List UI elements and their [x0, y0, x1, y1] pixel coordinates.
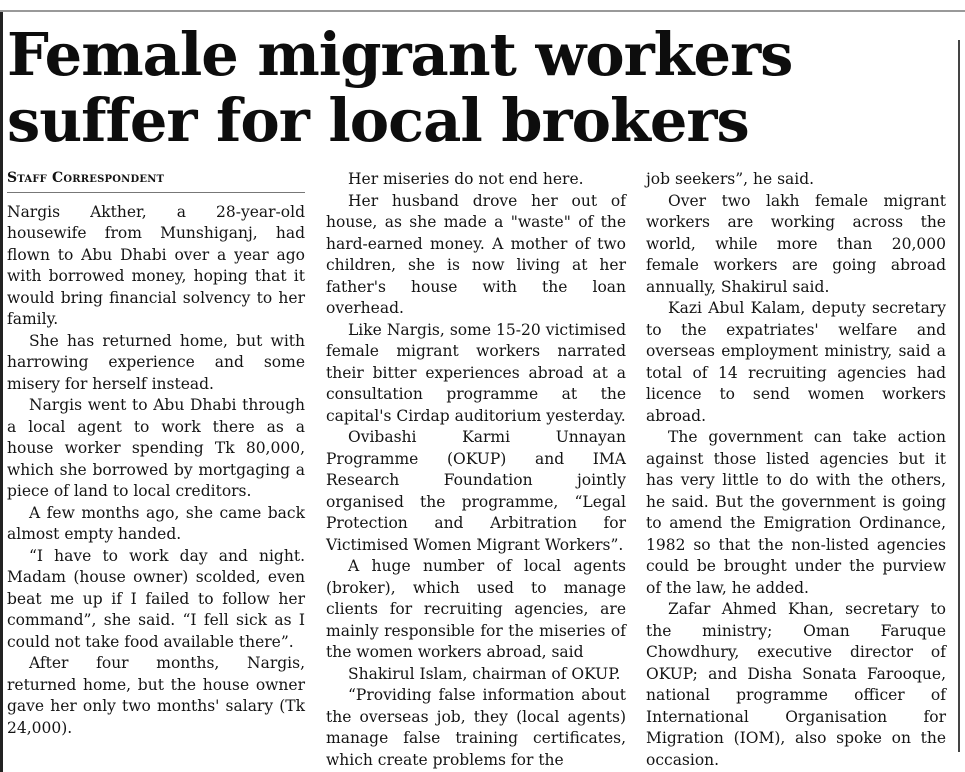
paragraph: Nargis Akther, a 28-year-old housewife from Munshiganj, had flown to Abu Dhabi over a year ago with borrowed money, hoping that it would bring financial solvency to her family.	[7, 202, 305, 328]
paragraph: She has returned home, but with harrowing experience and some misery for herself instead.	[7, 331, 305, 393]
paragraph: Nargis went to Abu Dhabi through a local agent to work there as a house worker spending Tk 80,000, which she borrowed by mortgaging a piece of land to local creditors.	[7, 396, 305, 500]
headline: Female migrant workers suffer for local brokers	[7, 20, 793, 155]
paragraph: A few months ago, she came back almost empty handed.	[7, 503, 305, 543]
top-rule	[0, 10, 965, 12]
article-column-3	[646, 169, 946, 771]
paragraph: Kazi Abul Kalam, deputy secretary to the expatriates' welfare and overseas employment ministry, said a total of 14 recruiting agencies had licence to send women workers abroad.	[646, 299, 946, 425]
paragraph: The government can take action against those listed agencies but it has very little to do with the others, he said. But the government is going to amend the Emigration Ordinance, 1982 so that the non-listed agencies could be brought under the purview of the law, he added.	[646, 428, 946, 597]
article-column-2	[326, 169, 626, 771]
paragraph: Shakirul Islam, chairman of OKUP.	[348, 664, 621, 683]
paragraph: After four months, Nargis, returned home, but the house owner gave her only two months' salary (Tk 24,000).	[7, 654, 305, 737]
paragraph: A huge number of local agents (broker), which used to manage clients for recruiting agencies, are mainly responsible for the miseries of the women workers abroad, said	[326, 557, 626, 661]
right-border-rule	[958, 40, 960, 752]
paragraph: Ovibashi Karmi Unnayan Programme (OKUP) and IMA Research Foundation jointly organised the programme, “Legal Protection and Arbitration for Victimised Women Migrant Workers”.	[326, 428, 626, 554]
paragraph: Over two lakh female migrant workers are working across the world, while more than 20,000 female workers are going abroad annually, Shakirul said.	[646, 191, 946, 296]
paragraph: job seekers”, he said.	[646, 170, 815, 188]
paragraph: Like Nargis, some 15-20 victimised female migrant workers narrated their bitter experiences abroad at a consultation programme at the capital's Cirdap auditorium yesterday.	[326, 320, 626, 425]
paragraph: Her husband drove her out of house, as she made a "waste" of the hard-earned money. A mother of two children, she is now living at her father's house with the loan overhead.	[326, 191, 626, 317]
paragraph: Her miseries do not end here.	[348, 170, 584, 188]
article-column-1	[7, 168, 305, 739]
paragraph: “Providing false information about the overseas job, they (local agents) manage false training certificates, which create problems for the	[326, 686, 626, 769]
left-border-rule	[0, 12, 3, 772]
paragraph: “I have to work day and night. Madam (house owner) scolded, even beat me up if I failed to follow her command”, she said. “I fell sick as I could not take food available there”.	[7, 546, 305, 651]
byline: Staff Correspondent	[7, 168, 305, 193]
paragraph: Zafar Ahmed Khan, secretary to the ministry; Oman Faruque Chowdhury, executive director of OKUP; and Disha Sonata Farooque, national programme officer of International Organisation for Migration (IOM), also spoke on the occasion.	[646, 600, 946, 769]
